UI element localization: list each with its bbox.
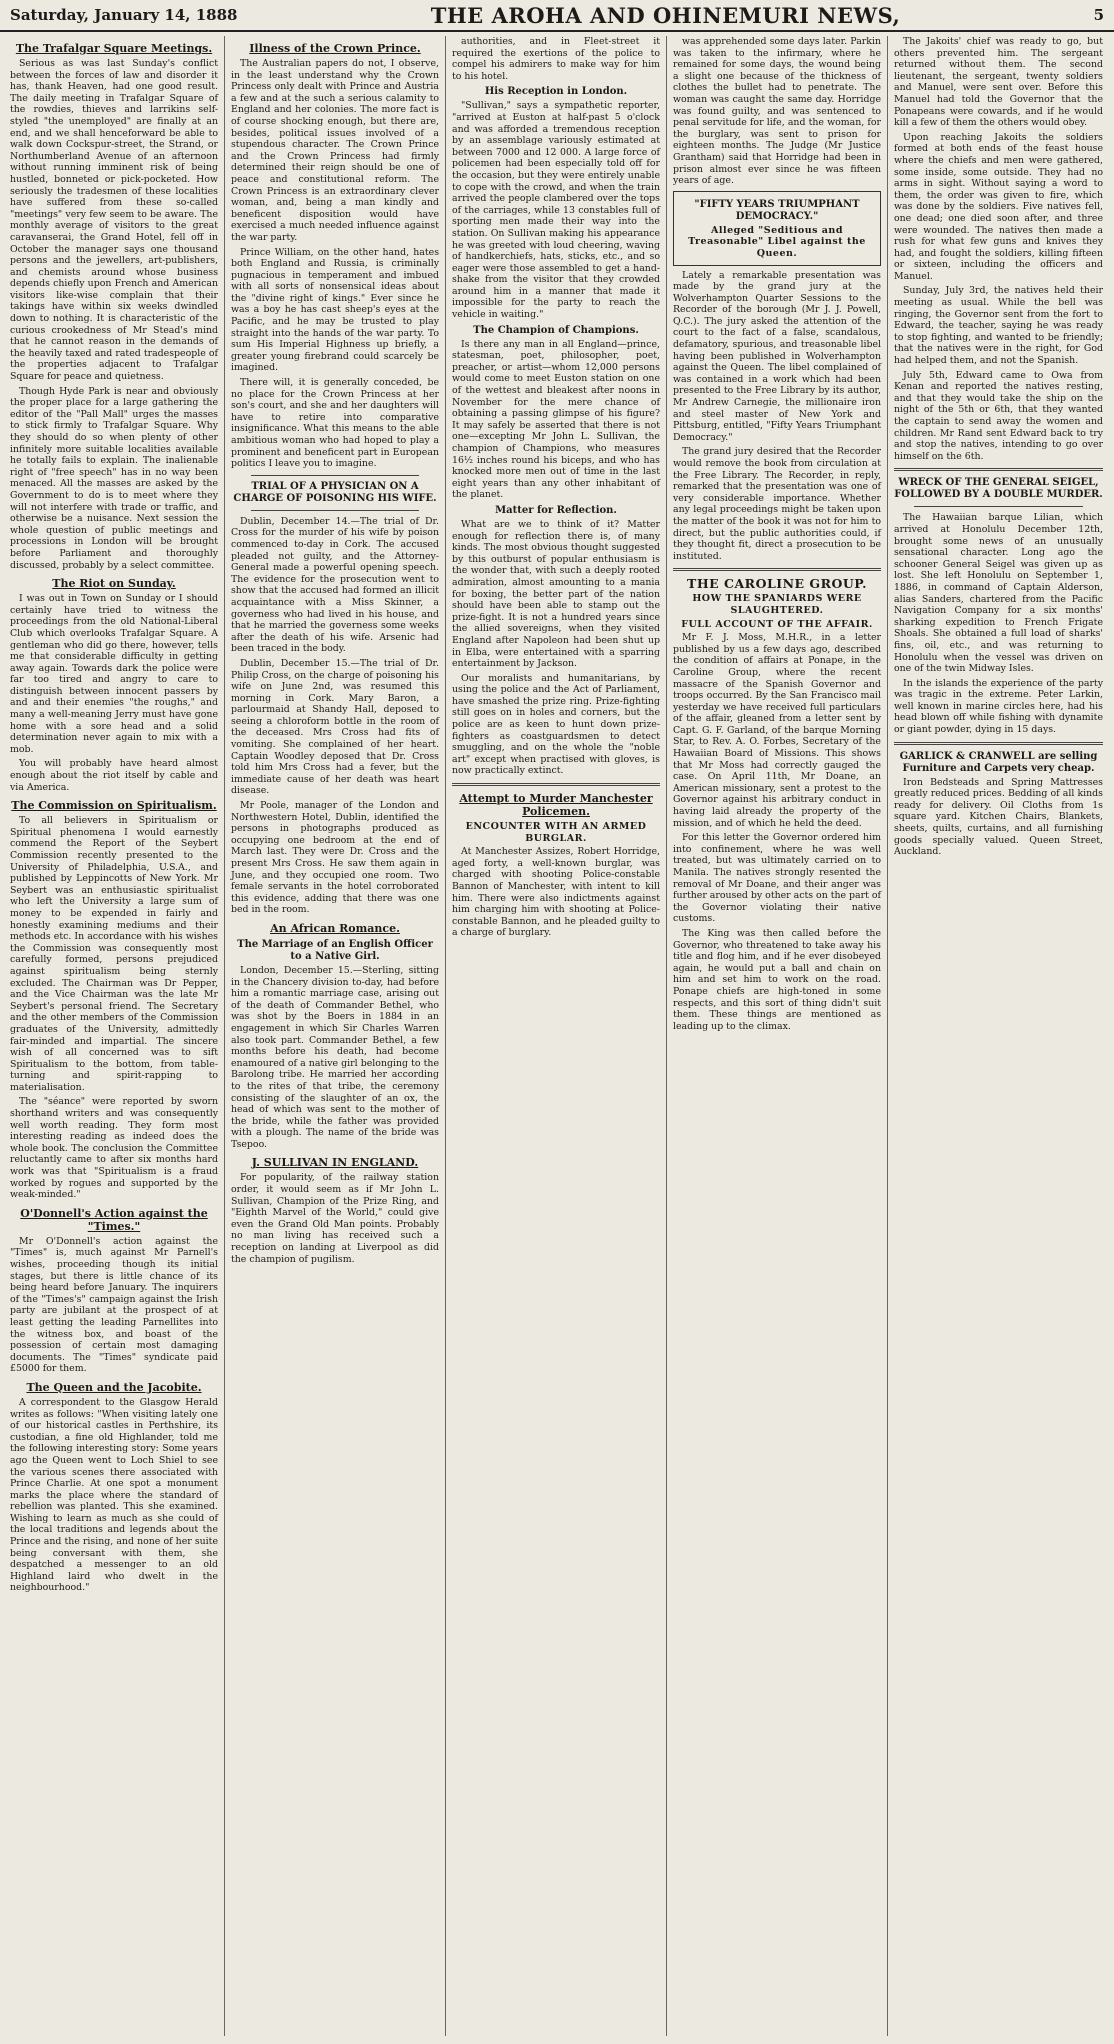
paragraph: What are we to think of it? Matter enough for reflection there is, of many kinds. The most obvious thought suggested by this outburst of popular enthusiasm is the wonder that, with such a deeply rooted admiration, almost amounting to a mania for boxing, the better part of the nation should have been able to stamp out the prize-fight. It is not a hundred years since the allied sovereigns, when they visited England after Napoleon had been shut up in Elba, were entertained with a sparring entertainment by Jackson. bbox=[452, 518, 660, 670]
headline-general-seigel: WRECK OF THE GENERAL SEIGEL, FOLLOWED BY A DOUBLE MURDER. bbox=[894, 477, 1103, 501]
advertisement-headline: GARLICK & CRANWELL are selling Furniture and Carpets very cheap. bbox=[899, 750, 1098, 774]
subheadline-burglar: ENCOUNTER WITH AN ARMED BURGLAR. bbox=[465, 821, 647, 844]
paragraph: "Sullivan," says a sympathetic reporter, "arrived at Euston at half-past 5 o'clock and was afforded a tremendous reception by an assemblage variously estimated at between 7000 and 12 000. A large force of policemen had been especially told off for the occasion, but they were entirely unable to cope with the crowd, and when the train arrived the people clambered over the tops of the carriages, while 13 constables full of sporting men made their way into the station. On Sullivan making his appearance he was greeted with loud cheering, waving of handkerchiefs, hats, sticks, etc., and so eager were those assembled to get a hand-shake from the visitor that they crowded around him in a manner that made it impossible for the party to reach the vehicle in waiting." bbox=[452, 100, 660, 321]
headline-reflection: Matter for Reflection. bbox=[495, 504, 617, 516]
paragraph: I was out in Town on Sunday or I should certainly have tried to witness the proceedings from the old National-Liberal Club which overlooks Trafalgar Square. A gentleman who did go there, however, tells me that considerable difficulty in getting away again. Towards dark the police were far too tired and angry to care to distinguish between innocent passers by and and their enemies "the roughs," and many a well-meaning Jerry must have gone home with a sore head and a solid determination never again to mix with a mob. bbox=[10, 593, 218, 755]
subheadline-marriage: The Marriage of an English Officer to a Native Girl. bbox=[237, 938, 433, 962]
paragraph: Serious as was last Sunday's conflict between the forces of law and disorder it has, thank Heaven, had one good result. The daily meeting in Trafalgar Square of the rowdies, thieves and larrikins self-styled "the unemployed" are finally at an end, and we shall henceforward be able to walk down Cockspur-street, the Strand, or Northumberland Avenue of an afternoon without running imminent risk of being hustled, bonneted or pick-pocketed. How seriously the tradesmen of these localities have suffered from these so-called "meetings" very few seem to be aware. The monthly average of visitors to the great caravanserai, the Grand Hotel, fell off in October the manager says one thousand persons and the jewellers, art-publishers, and chemists around whose business depends chiefly upon French and American visitors like-wise complain that their takings have within six weeks dwindled down to nothing. It is characteristic of the curious crookedness of Mr Stead's mind that he cannot reason in the demands of the heavily taxed and rated tradespeople of the properties adjacent to Trafalgar Square for peace and quietness. bbox=[10, 58, 218, 383]
paragraph: You will probably have heard almost enough about the riot itself by cable and via America. bbox=[10, 758, 218, 793]
paragraph: There will, it is generally conceded, be no place for the Crown Princess at her son's court, and she and her daughters will have to retire into comparative insignificance. What this means to the able ambitious woman who had hoped to play a prominent and beneficent part in European politics I leave you to imagine. bbox=[231, 377, 439, 470]
headline-riot: The Riot on Sunday. bbox=[52, 577, 176, 591]
paragraph: The "séance" were reported by sworn shorthand writers and was consequently well worth reading. They form most interesting reading as indeed does the whole book. The conclusion the Committee reluctantly came to after six months hard work was that "Spiritualism is a fraud worked by rogues and supported by the weak-minded." bbox=[10, 1096, 218, 1201]
paragraph: The King was then called before the Governor, who threatened to take away his title and flog him, and if he ever disobeyed again, he would put a ball and chain on him and set him to work on the road. Ponape chiefs are high-toned in some respects, and this sort of thing didn't suit them. These things are mentioned as leading up to the climax. bbox=[673, 927, 881, 1032]
subheadline-spaniards: HOW THE SPANIARDS WERE SLAUGHTERED. bbox=[692, 593, 862, 616]
paragraph: At Manchester Assizes, Robert Horridge, aged forty, a well-known burglar, was charged with shooting Police-constable Bannon of Manchester, with intent to kill him. There were also indictments against him charging him with shooting at Police-constable Bannon, and he pleaded guilty to a charge of burglary. bbox=[452, 846, 660, 939]
paragraph: Our moralists and humanitarians, by using the police and the Act of Parliament, have smashed the prize ring. Prize-fighting still goes on in holes and corners, but the police are as keen to hunt down prize-fighters as coastguardsmen to detect smuggling, and on the whole the "noble art" except when practised with gloves, is now practically extinct. bbox=[452, 672, 660, 777]
column-5 bbox=[888, 36, 1109, 2036]
paragraph: The grand jury desired that the Recorder would remove the book from circulation at the Free Library. The Recorder, in reply, remarked that the presentation was one of very considerable importance. Whether any legal proceedings might be taken upon the matter of the book it was not for him to direct, but the public authorities could, if they thought fit, direct a prosecution to be instituted. bbox=[673, 446, 881, 562]
subheadline-full-account: FULL ACCOUNT OF THE AFFAIR. bbox=[681, 618, 873, 630]
headline-crown-prince: Illness of the Crown Prince. bbox=[249, 42, 421, 55]
headline-trafalgar: The Trafalgar Square Meetings. bbox=[15, 42, 213, 55]
subheadline-libel: Alleged "Seditious and Treasonable" Libel against the Queen. bbox=[688, 224, 866, 259]
paragraph: Sunday, July 3rd, the natives held their meeting as usual. While the bell was ringing, the Governor sent from the fort to Edward, the teacher, saying he was ready to stop fighting, and wanted to be friendly; that the natives were in the right, for God had helped them, and not the Spanish. bbox=[894, 285, 1103, 367]
advertisement-text: Iron Bedsteads and Spring Mattresses greatly reduced prices. Bedding of all kinds ready for delivery. Oil Cloths from 1s square yard. Kitchen Chairs, Blankets, sheets, quilts, curtains, and all furnishing goods specially valued. Queen Street, Auckland. bbox=[894, 776, 1103, 858]
paragraph: In the islands the experience of the party was tragic in the extreme. Peter Larkin, well known in marine circles here, had his head blown off while fishing with dynamite or giant powder, dying in 15 days. bbox=[894, 677, 1103, 736]
paragraph: To all believers in Spiritualism or Spiritual phenomena I would earnestly commend the Report of the Seybert Commission recently presented to the University of Philadelphia, U.S.A., and published by Leppincotts of New York. Mr Seybert was an enthusiastic spiritualist who left the University a large sum of money to be expended in fairly and honestly examining mediums and their methods etc. In accordance with his wishes the Commission was consequently most carefully formed, persons prejudiced against spiritualism being sternly excluded. The Chairman was Dr Pepper, and the Vice Chairman was the late Mr Seybert's personal friend. The Secretary and the other members of the Commission graduates of the University, admittedly fair-minded and impartial. The sincere wish of all concerned was to sift Spiritualism to the bottom, from table-turning and spirit-rapping to materialisation. bbox=[10, 815, 218, 1093]
headline-spiritualism: The Commission on Spiritualism. bbox=[11, 799, 217, 813]
masthead bbox=[0, 0, 1114, 32]
column-1 bbox=[4, 36, 225, 2036]
paragraph: For this letter the Governor ordered him into confinement, where he was well treated, but was ultimately carried on to Manila. The natives strongly resented the removal of Mr Doane, and their anger was further aroused by other acts on the part of the Governor violating their native customs. bbox=[673, 832, 881, 925]
page-number: 5 bbox=[1093, 6, 1104, 24]
article-columns bbox=[4, 36, 1110, 2036]
paragraph: Upon reaching Jakoits the soldiers formed at both ends of the feast house where the chiefs and men were gathered, some inside, some outside. They had no arms in sight. Without saying a word to them, the order was given to fire, which was done by the soldiers. Five natives fell, one dead; one died soon after, and three were wounded. The natives then made a rush for what few guns and knives they had, and fought the soldiers, killing fifteen or sixteen, including the officers and Manuel. bbox=[894, 131, 1103, 282]
paragraph: Lately a remarkable presentation was made by the grand jury at the Wolverhampton Quarter Sessions to the Recorder of the borough (Mr J. J. Powell, Q.C.). The jury asked the attention of the court to the fact of a false, scandalous, defamatory, spurious, and treasonable libel having been published in Wolverhampton against the Queen. The libel complained of was contained in a work which had been presented to the Free Library by its author, Mr Andrew Carnegie, the millionaire iron and steel master of New York and Pittsburg, entitled, "Fifty Years Triumphant Democracy." bbox=[673, 269, 881, 443]
divider bbox=[452, 783, 660, 786]
article-box bbox=[673, 191, 881, 266]
paragraph: authorities, and in Fleet-street it required the exertions of the police to compel his admirers to make way for him to his hotel. bbox=[452, 36, 660, 82]
paragraph: Mr Poole, manager of the London and Northwestern Hotel, Dublin, identified the persons in photographs produced as occupying one bedroom at the end of March last. They were Dr. Cross and the present Mrs Cross. He saw them again in June, and they occupied one room. Two female servants in the hotel corroborated this evidence, adding that there was one bed in the room. bbox=[231, 800, 439, 916]
paragraph: Mr O'Donnell's action against the "Times" is, much against Mr Parnell's wishes, proceeding though its initial stages, but there is little chance of its being heard before January. The inquirers of the "Times's" campaign against the Irish party are jubilant at the prospect of at least getting the leading Parnellites into the witness box, and boast of the possession of certain most damaging documents. The "Times" syndicate paid £5000 for them. bbox=[10, 1235, 218, 1375]
paragraph: Is there any man in all England—prince, statesman, poet, philosopher, poet, preacher, or artist—whom 12,000 persons would come to meet Euston station on one of the wettest and bleakest after noons in November for the mere chance of obtaining a passing glimpse of his figure? It may safely be asserted that there is not one—excepting Mr John L. Sullivan, the champion of Champions, who measures 16½ inches round his biceps, and who has knocked more men out of time in the last eight years than any other inhabitant of the planet. bbox=[452, 338, 660, 501]
paragraph: was apprehended some days later. Parkin was taken to the infirmary, where he remained for some days, the wound being a slight one because of the thickness of clothes the bullet had to penetrate. The woman was caught the same day. Horridge was found guilty, and was sentenced to penal servitude for life, and the woman, for the burglary, was sent to prison for eighteen months. The Judge (Mr Justice Grantham) said that Horridge had been in prison almost ever since he was fifteen years of age. bbox=[673, 36, 881, 187]
headline-fifty-years: "FIFTY YEARS TRIUMPHANT DEMOCRACY." bbox=[694, 198, 860, 222]
paragraph: Though Hyde Park is near and obviously the proper place for a large gathering the editor of the "Pall Mall" urges the masses to stick firmly to Trafalgar Square. Why they should do so when plenty of other infinitely more suitable localities available he totally fails to explain. The inalienable right of "free speech" has in no way been menaced. All the masses are asked by the Government to do is to meet where they will not interfere with trade or traffic, and otherwise be a nuisance. Next session the whole question of public meetings and processions in London will be brought before Parliament and thoroughly discussed, probably by a select committee. bbox=[10, 385, 218, 571]
column-2 bbox=[225, 36, 446, 2036]
divider bbox=[251, 475, 419, 476]
headline-african-romance: An African Romance. bbox=[270, 921, 400, 935]
paragraph: A correspondent to the Glasgow Herald writes as follows: "When visiting lately one of our historical castles in Perthshire, its custodian, a fine old Highlander, told me the following interesting story: Some years ago the Queen went to Loch Shiel to see the various scenes there associated with Prince Charlie. At one spot a monument marks the place where the standard of rebellion was planted. This she examined. Wishing to learn as much as she could of the local traditions and legends about the Prince and the rising, and none of her suite being conversant with them, she despatched a messenger to an old Highland laird who dwelt in the neighbourhood." bbox=[10, 1396, 218, 1594]
paragraph: Mr F. J. Moss, M.H.R., in a letter published by us a few days ago, described the condition of affairs at Ponape, in the Caroline Group, where the recent massacre of the Spanish Governor and troops occurred. By the San Francisco mail yesterday we have received full particulars of the affair, gleaned from a letter sent by Capt. G. F. Garland, of the barque Morning Star, to Rev. A. O. Forbes, Secretary of the Hawaiian Board of Missions. This shows that Mr Moss had correctly gauged the case. On April 11th, Mr Doane, an American missionary, sent a protest to the Governor against his arbitrary conduct in having laid already the property of the mission, and of which he held the deed. bbox=[673, 632, 881, 829]
paragraph: For popularity, of the railway station order, it would seem as if Mr John L. Sullivan, Champion of the Prize Ring, and "Eighth Marvel of the World," could give even the Grand Old Man points. Probably no man living has received such a reception on landing at Liverpool as did the champion of pugilism. bbox=[231, 1172, 439, 1265]
paragraph: London, December 15.—Sterling, sitting in the Chancery division to-day, had before him a romantic marriage case, arising out of the death of Commander Bethel, who was shot by the Boers in 1884 in an engagement in which Sir Charles Warren also took part. Commander Bethel, a few months before his death, had become enamoured of a native girl belonging to the Barolong tribe. He married her according to the rites of that tribe, the ceremony consisting of the slaughter of an ox, the head of which was sent to the mother of the bride, while the father was provided with a plough. The name of the bride was Tsepoo. bbox=[231, 964, 439, 1150]
headline-reception: His Reception in London. bbox=[484, 86, 628, 98]
paragraph: July 5th, Edward came to Owa from Kenan and reported the natives resting, and that they would take the ship on the night of the 5th or 6th, that they wanted the captain to send away the women and children. Mr Rand sent Edward back to try and stop the natives, intending to go over himself on the 6th. bbox=[894, 369, 1103, 462]
headline-physician-trial: TRIAL OF A PHYSICIAN ON A CHARGE OF POISONING HIS WIFE. bbox=[233, 480, 437, 504]
divider bbox=[251, 510, 419, 511]
paragraph: Dublin, December 14.—The trial of Dr. Cross for the murder of his wife by poison commenced to-day in Cork. The accused pleaded not guilty, and the Attorney-General made a powerful opening speech. The evidence for the prosecution went to show that the accused had formed an illicit acquaintance with a Miss Skinner, a governess who had lived in his house, and that he married the governess some weeks after the death of his wife. Arsenic had been traced in the body. bbox=[231, 515, 439, 655]
headline-sullivan: J. SULLIVAN IN ENGLAND. bbox=[251, 1156, 419, 1170]
paragraph: The Australian papers do not, I observe, in the least understand why the Crown Princess only dealt with Prince and Austria a few and at the such a serious calamity to England and her colonies. The more fact is of course shocking enough, but there are, besides, political issues involved of a stupendous character. The Crown Prince and the Crown Princess had firmly determined their reign should be one of peace and constitutional reform. The Crown Princess is an extraordinary clever woman, and, being a man kindly and beneficent disposition would have exercised a much needed influence against the war party. bbox=[231, 58, 439, 243]
paragraph: Prince William, on the other hand, hates both England and Russia, is criminally pugnacious in temperament and imbued with all sorts of nonsensical ideas about the "divine right of kings." Ever since he was a boy he has cast sheep's eyes at the Pacific, and he may be trusted to play straight into the hands of the war party. To sum His Imperial Highness up briefly, a greater young firebrand could scarcely be imagined. bbox=[231, 246, 439, 374]
headline-champion: The Champion of Champions. bbox=[473, 324, 639, 336]
paragraph: The Jakoits' chief was ready to go, but others prevented him. The sergeant returned without them. The second lieutenant, the sergeant, twenty soldiers and Manuel, were sent over. Before this Manuel had told the Governor that the Ponapeans were cowards, and if he would kill a few of them the others would obey. bbox=[894, 36, 1103, 129]
headline-manchester: Attempt to Murder Manchester Policemen. bbox=[459, 792, 653, 819]
column-4 bbox=[667, 36, 888, 2036]
divider bbox=[914, 506, 1083, 507]
headline-odonnell: O'Donnell's Action against the "Times." bbox=[20, 1206, 208, 1233]
newspaper-title: THE AROHA AND OHINEMURI NEWS, bbox=[430, 2, 901, 28]
divider bbox=[894, 742, 1103, 745]
column-3 bbox=[446, 36, 667, 2036]
paragraph: Dublin, December 15.—The trial of Dr. Philip Cross, on the charge of poisoning his wife on June 2nd, was resumed this morning in Cork. Mary Baron, a parlourmaid at Shandy Hall, deposed to seeing a chloroform bottle in the room of the deceased. Mrs Cross had fits of vomiting. She complained of her heart. Captain Woodley deposed that Dr. Cross told him Mrs Cross had a fever, but the immediate cause of her death was heart disease. bbox=[231, 657, 439, 797]
divider bbox=[673, 568, 881, 571]
paragraph: The Hawaiian barque Lilian, which arrived at Honolulu December 12th, brought some news of an unusually sensational character. Long ago the schooner General Seigel was given up as lost. She left Honolulu on September 1, 1886, in command of Captain Alderson, alias Sanders, chartered from the Pacific Navigation Company for a six months' sharking expedition to French Frigate Shoals. She obtained a full load of sharks' fins, oil, etc., and was returning to Honolulu when the vessel was driven on one of the twin Midway Isles. bbox=[894, 512, 1103, 675]
divider bbox=[894, 468, 1103, 471]
headline-queen-jacobite: The Queen and the Jacobite. bbox=[26, 1380, 202, 1394]
issue-date: Saturday, January 14, 1888 bbox=[10, 6, 238, 24]
headline-caroline-group: THE CAROLINE GROUP. bbox=[687, 576, 867, 592]
